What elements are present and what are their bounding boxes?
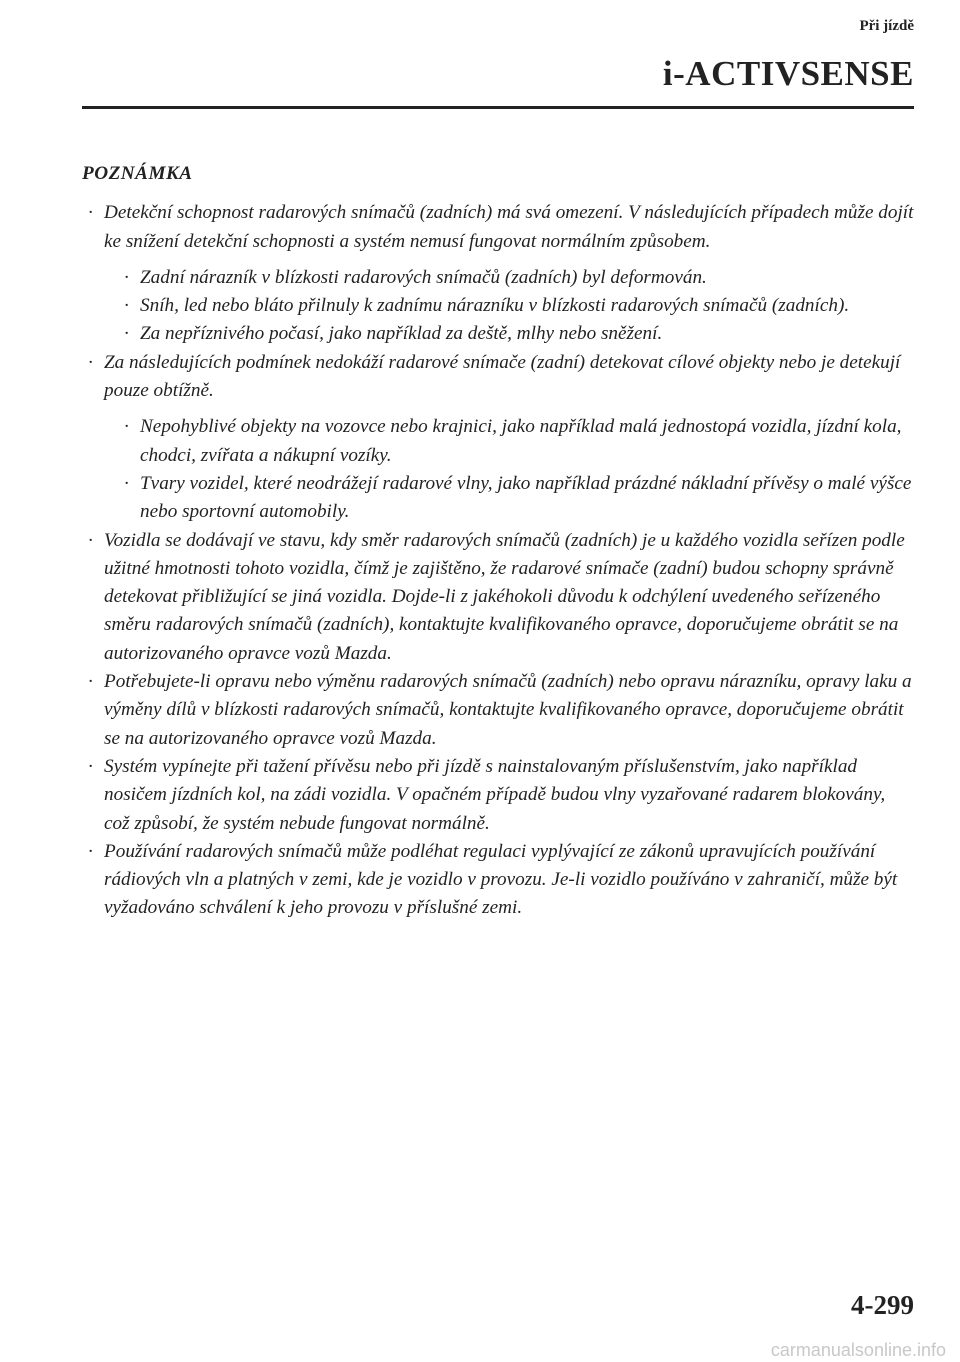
sub-item-text: Nepohyblivé objekty na vozovce nebo krajnici, jako například malá jednostopá vozidla, jízdní kola, chodci, zvířata a nákupní vozíky. (140, 416, 902, 466)
note-item (82, 349, 914, 527)
bullet-icon: · (88, 840, 93, 862)
sub-list (104, 264, 914, 349)
sub-item-text: Za nepříznivého počasí, jako například za deště, mlhy nebo sněžení. (140, 323, 663, 345)
note-item-text: Detekční schopnost radarových snímačů (zadních) má svá omezení. V následujících případech může dojít ke snížení detekční schopnosti a systém nemusí fungovat normálním způsobem. (104, 202, 914, 252)
note-block (82, 160, 914, 923)
note-item-text: Za následujících podmínek nedokáží radarové snímače (zadní) detekovat cílové objekty nebo je detekují pouze obtížně. (104, 351, 901, 402)
sub-list (104, 413, 914, 526)
watermark: carmanualsonline.info (770, 1340, 946, 1360)
bullet-icon: · (124, 266, 129, 288)
sub-item (114, 264, 914, 292)
note-item (82, 199, 914, 348)
sub-item-text: Tvary vozidel, které neodrážejí radarové vlny, jako například prázdné nákladní přívěsy o malé výšce nebo sportovní automobily. (140, 472, 912, 523)
page-number: 4-299 (851, 1290, 914, 1320)
note-item (82, 838, 914, 923)
note-item-text: Vozidla se dodávají ve stavu, kdy směr radarových snímačů (zadních) je u každého vozidla seřízen podle užitné hmotnosti tohoto vozidla, čímž je zajištěno, že radarové snímače (zadní) budou schopny správně detekovat přibližující se jiná vozidla. Dojde-li z jakéhokoli důvodu k odchýlení uvedeného seřízeného směru radarových snímačů (zadních), kontaktujte kvalifikovaného opravce, doporučujeme obrátit se na autorizovaného opravce vozů Mazda. (104, 529, 905, 664)
bullet-icon: · (88, 202, 93, 224)
note-item (82, 527, 914, 668)
sub-item (114, 413, 914, 470)
bullet-icon: · (88, 351, 93, 373)
bullet-icon: · (124, 416, 129, 438)
bullet-icon: · (88, 755, 93, 777)
sub-item-text: Zadní nárazník v blízkosti radarových snímačů (zadních) byl deformován. (140, 266, 707, 288)
running-header-title: i-ACTIVSENSE (662, 54, 914, 93)
sub-item (114, 470, 914, 527)
note-item-text: Používání radarových snímačů může podléhat regulaci vyplývající ze zákonů upravujících používání rádiových vln a platných v zemi, kde je vozidlo v provozu. Je-li vozidlo používáno v zahraničí, může být vyžadováno schválení k jeho provozu v příslušné zemi. (104, 840, 898, 919)
sub-item (114, 320, 914, 348)
sub-item (114, 292, 914, 320)
note-heading: POZNÁMKA (82, 163, 193, 184)
sub-item-text: Sníh, led nebo bláto přilnuly k zadnímu nárazníku v blízkosti radarových snímačů (zadních). (140, 295, 850, 317)
running-header-section: Při jízdě (859, 18, 914, 34)
bullet-icon: · (124, 323, 129, 345)
note-item (82, 668, 914, 753)
note-item (82, 753, 914, 838)
note-item-text: Potřebujete-li opravu nebo výměnu radarových snímačů (zadních) nebo opravu nárazníku, opravy laku a výměny dílů v blízkosti radarových snímačů, kontaktujte kvalifikovaného opravce, doporučujeme obrátit se na autorizovaného opravce vozů Mazda. (104, 671, 912, 749)
bullet-icon: · (88, 671, 93, 693)
bullet-icon: · (124, 472, 129, 494)
note-item-text: Systém vypínejte při tažení přívěsu nebo při jízdě s nainstalovaným příslušenstvím, jako například nosičem jízdních kol, na zádi vozidla. V opačném případě budou vlny vyzařované radarem blokovány, což způsobí, že systém nebude fungovat normálně. (104, 755, 886, 834)
bullet-icon: · (124, 295, 129, 317)
bullet-icon: · (88, 529, 93, 551)
header-rule (82, 106, 914, 109)
